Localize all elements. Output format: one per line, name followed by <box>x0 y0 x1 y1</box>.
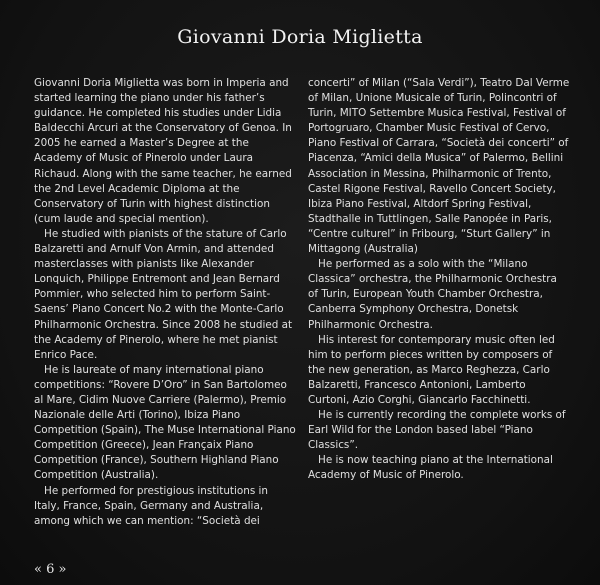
paragraph-teaching: He is now teaching piano at the International Academy of Music of Pinerolo. <box>308 454 553 482</box>
paragraph-contemporary-music: His interest for contemporary music often led him to perform pieces written by composers of the new generation, as Marco Reghezza, Carlo Balzaretti, Francesco Antonioni, Lamberto Curtoni, Azio Corghi, Giancarlo Facchinetti. <box>308 333 555 406</box>
page-number: « 6 » <box>34 562 67 577</box>
paragraph-orchestras: He performed as a solo with the “Milano Classica” orchestra, the Philharmonic Orchestra of Turin, European Youth Chamber Orchestra, Canberra Symphony Orchestra, Donetsk Philharmonic Orchestra. <box>308 258 557 331</box>
right-column <box>308 76 570 484</box>
left-column <box>34 76 296 529</box>
page-title: Giovanni Doria Miglietta <box>177 26 423 48</box>
paragraph-competitions: He is laureate of many international piano competitions: “Rovere D’Oro” in San Bartolomeo al Mare, Cidim Nuove Carriere (Palermo), Premio Nazionale delle Arti (Torino), Ibiza Piano Competition (Spain), The Muse International Piano Competition (Greece), Jean Françaix Piano Competition (France), Southern Highland Piano Competition (Australia). <box>34 363 296 482</box>
paragraph-biography-intro: Giovanni Doria Miglietta was born in Imperia and started learning the piano under his father’s guidance. He completed his studies under Lidia Baldecchi Arcuri at the Conservatory of Genoa. In 2005 he earned a Master’s Degree at the Academy of Music of Pinerolo under Laura Richaud. Along with the same teacher, he earned the 2nd Level Academic Diploma at the Conservatory of Turin with highest distinction (cum laude and special mention). <box>34 77 292 225</box>
paragraph-institutions-continued: concerti” of Milan (“Sala Verdi”), Teatro Dal Verme of Milan, Unione Musicale of Turin, Polincontri of Turin, MITO Settembre Musica Festival, Festival of Portogruaro, Chamber Music Festival of Cervo, Piano Festival of Carrara, “Società dei concerti” of Piacenza, “Amici della Musica” of Palermo, Bellini Association in Messina, Philharmonic of Trento, Castel Rigone Festival, Ravello Concert Society, Ibiza Piano Festival, Altdorf Spring Festival, Stadthalle in Tuttlingen, Salle Panopée in Paris, “Centre culturel” in Fribourg, “Sturt Gallery” in Mittagong (Australia) <box>308 77 570 256</box>
paragraph-recording: He is currently recording the complete works of Earl Wild for the London based label “Piano Classics”. <box>308 409 566 452</box>
paragraph-studies: He studied with pianists of the stature of Carlo Balzaretti and Arnulf Von Armin, and attended masterclasses with pianists like Alexander Lonquich, Philippe Entremont and Jean Bernard Pommier, who selected him to perform Saint-Saens’ Piano Concert No.2 with the Monte-Carlo Philharmonic Orchestra. Since 2008 he studied at the Academy of Pinerolo, where he met pianist Enrico Pace. <box>34 227 293 361</box>
paragraph-institutions-start: He performed for prestigious institutions in Italy, France, Spain, Germany and Australia, among which we can mention: “Società dei <box>34 484 269 527</box>
